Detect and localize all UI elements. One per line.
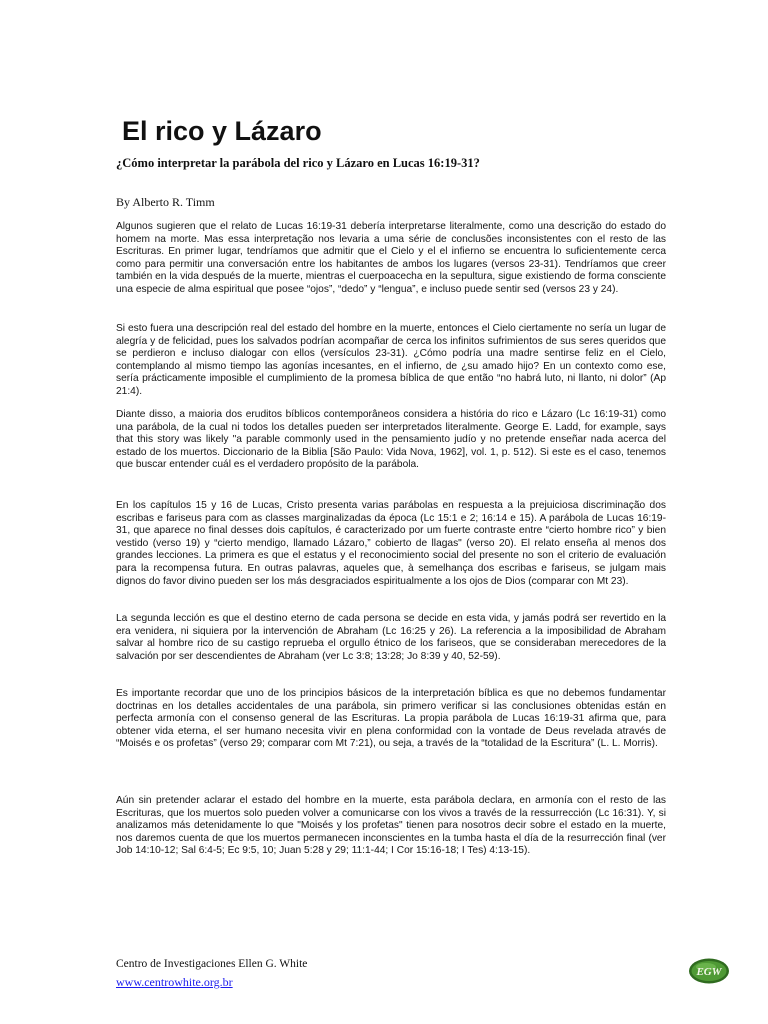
footer-organization: Centro de Investigaciones Ellen G. White [116,958,308,970]
paragraph-3: Diante disso, a maioria dos eruditos bíblicos contemporâneos considera a história do rico e Lázaro (Lc 16:19-31) como una parábola, de la cual ni todos los detalles pueden ser interpretados literalmente. George E. Ladd, for example, says that this story was likely "a parable commonly used in the pensamiento judío y no pretende enseñar nada acerca del estado de los muertos. Diccionario de la Biblia [São Paulo: Vida Nova, 1962], vol. 1, p. 512). Si este es el caso, tenemos que buscar entender cuál es el verdadero propósito de la parábola. [116,409,666,471]
author-line: By Alberto R. Timm [116,195,215,209]
paragraph-2: Si esto fuera una descripción real del estado del hombre en la muerte, entonces el Cielo ciertamente no sería un lugar de alegría y de felicidad, pues los salvados podrían acompañar de cerca los infinitos sufrimientos de sus seres queridos que se perdieron e incluso dialogar con ellos (versículos 23-31). ¿Cómo podría una madre sentirse feliz en el Cielo, contemplando al mismo tiempo las agonías incesantes, en el infierno, de ¿su amado hijo? En un contexto como ese, sería prácticamente imposible el cumplimiento de la promesa bíblica de que então “no habrá luto, ni llanto, ni dolor” (Ap 21:4). [116,323,666,397]
document-title: El rico y Lázaro [122,116,322,146]
footer-website-link[interactable]: www.centrowhite.org.br [116,975,233,989]
logo-text: EGW [696,966,722,978]
paragraph-1: Algunos sugieren que el relato de Lucas 16:19-31 debería interpretarse literalmente, como una descrição do estado do homem na morte. Mas essa interpretação nos levaria a uma série de conclusões inconsistentes con el resto de las Escrituras. En primer lugar, tendríamos que admitir que el Cielo y el el infierno se encuentra lo suficientemente cerca como para permitir una conversación entre los habitantes de ambos los lugares (versos 23-31). Tendríamos que creer también en la vida después de la muerte, mientras el cuerpoacecha en la sepultura, sigue existiendo de forma consciente una especie de alma espiritual que posee “ojos”, “dedo” y “lengua”, e incluso puede sentir sed (versos 23 y 24). [116,221,666,295]
paragraph-4: En los capítulos 15 y 16 de Lucas, Cristo presenta varias parábolas en respuesta a la prejuiciosa discriminação dos escribas e fariseus para com as classes marginalizadas da época (Lc 15:1 e 2; 16:14 e 15). A parábola de Lucas 16:19-31, que aparece no final desses dois capítulos, é caracterizado por um fuerte contraste entre “cierto hombre rico” y bien vestido (verso 19) y “cierto mendigo, llamado Lázaro,” cobierto de llagas" (verso 20). El relato enseña al menos dos grandes lecciones. La primera es que el estatus y el reconocimiento social del presente no son el criterio de evaluación para la recompensa futura. En outras palavras, aqueles que, à semelhança dos escribas e fariseus, se julgam mais dignos do favor divino pueden ser los más desgraciados espiritualmente a los ojos de Dios (comparar con Mt 23). [116,500,666,587]
paragraph-6: Es importante recordar que uno de los principios básicos de la interpretación bíblica es que no debemos fundamentar doctrinas en los detalles accidentales de una parábola, sin primero verificar si las conclusiones obtenidas están en perfecta armonía con el consenso general de las Escrituras. La propia parábola de Lucas 16:19-31 afirma que, para obtener vida eterna, el ser humano necesita vivir en plena conformidad con la vontade de Deus revelada através de “Moisés e os profetas” (verso 29; comparar com Mt 7:21), ou seja, a través de la “totalidad de la Escritura” (L. L. Morris). [116,688,666,750]
paragraph-5: La segunda lección es que el destino eterno de cada persona se decide en esta vida, y jamás podrá ser revertido en la era venidera, ni siquiera por la intervención de Abraham (Lc 16:25 y 26). La referencia a la imposibilidad de Abraham salvar al hombre rico de su castigo reprueba el orgullo étnico de los fariseos, que se consideraban merecedores de la salvación por ser descendientes de Abraham (ver Lc 3:8; 13:28; Jo 8:39 y 40, 52-59). [116,613,666,662]
egw-logo-icon [688,957,730,985]
document-subtitle: ¿Cómo interpretar la parábola del rico y Lázaro en Lucas 16:19-31? [116,156,480,170]
paragraph-7: Aún sin pretender aclarar el estado del hombre en la muerte, esta parábola declara, en armonía con el resto de las Escrituras, que los muertos solo pueden volver a comunicarse con los vivos a través de la ressurrección (Lc 16:31). Y, si analizamos más detenidamente lo que "Moisés y los profetas" tienen para nosotros decir sobre el estado en la muerte, nos daremos cuenta de que los muertos permanecen inconscientes en la tumba hasta el día de la resurrección final (ver Job 14:10-12; Sal 6:4-5; Ec 9:5, 10; Juan 5:28 y 29; 11:1-44; I Cor 15:16-18; I Tes) 4:13-15). [116,795,666,857]
